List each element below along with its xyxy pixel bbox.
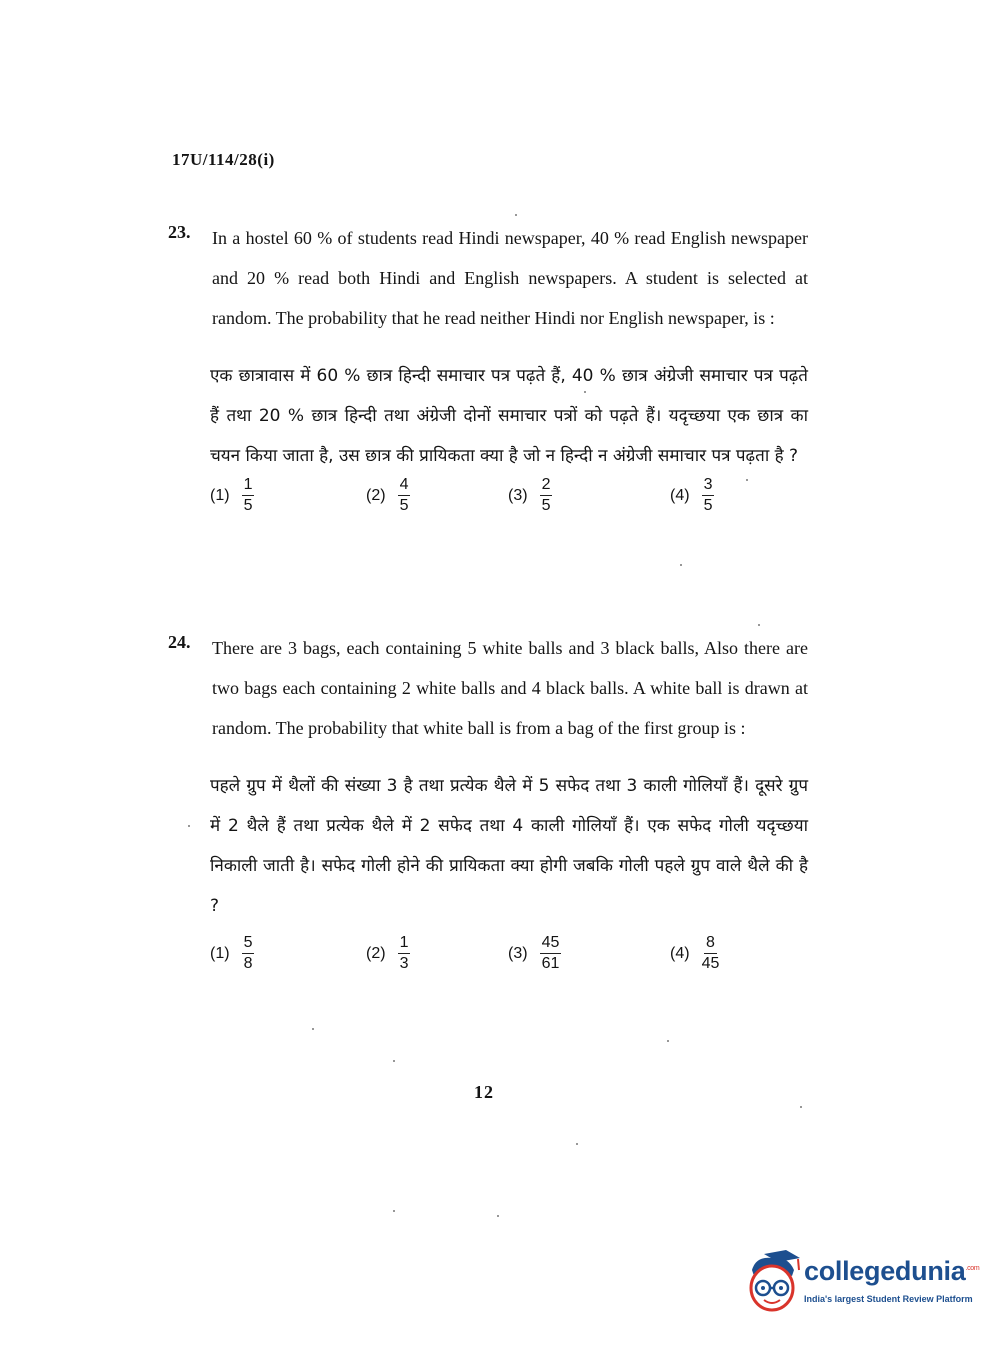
option-4 xyxy=(670,476,714,515)
logo-wordmark xyxy=(804,1256,979,1287)
question-24 xyxy=(168,628,808,984)
fraction-numerator: 45 xyxy=(540,934,562,954)
answer-options xyxy=(210,934,808,984)
option-1 xyxy=(210,934,254,973)
scan-speck xyxy=(393,1210,395,1212)
question-text-hindi: एक छात्रावास में 60 % छात्र हिन्दी समाचार पत्र पढ़ते हैं, 40 % छात्र अंग्रेजी समाचार पत्र पढ़ते हैं तथा 20 % छात्र हिन्दी तथा अंग्रेजी दोनों समाचार पत्रों को पढ़ते हैं। यदृच्छया एक छात्र का चयन किया जाता है, उस छात्र की प्रायिकता क्या है जो न हिन्दी न अंग्रेजी समाचार पत्र पढ़ता है ? xyxy=(210,366,808,466)
question-text-english: There are 3 bags, each containing 5 white balls and 3 black balls, Also there are two bags each containing 2 white balls and 4 black balls. A white ball is drawn at random. The probability that white ball is from a bag of the first group is : xyxy=(212,638,808,738)
option-fraction xyxy=(702,476,715,515)
option-3 xyxy=(508,934,561,973)
page-number: 12 xyxy=(474,1082,494,1102)
fraction-denominator: 61 xyxy=(541,955,560,972)
option-2 xyxy=(366,476,410,515)
option-label: (3) xyxy=(508,486,528,504)
fraction-denominator: 5 xyxy=(703,497,713,514)
logo-tagline: India's largest Student Review Platform xyxy=(804,1294,973,1304)
option-fraction xyxy=(398,934,411,973)
option-fraction xyxy=(242,934,255,973)
option-label: (1) xyxy=(210,944,230,962)
scan-speck xyxy=(497,1215,499,1217)
question-number: 23. xyxy=(168,222,191,242)
question-text-hindi: पहले ग्रुप में थैलों की संख्या 3 है तथा प्रत्येक थैले में 5 सफेद तथा 3 काली गोलियाँ हैं। दूसरे ग्रुप में 2 थैले हैं तथा प्रत्येक थैले में 2 सफेद तथा 4 काली गोलियाँ हैं। एक सफेद गोली यदृच्छया निकाली जाती है। सफेद गोली होने की प्रायिकता क्या होगी जबकि गोली पहले ग्रुप वाले थैले की है ? xyxy=(210,776,808,916)
scan-speck xyxy=(746,479,748,481)
fraction-numerator: 1 xyxy=(398,934,411,954)
scan-speck xyxy=(758,624,760,626)
option-label: (3) xyxy=(508,944,528,962)
fraction-denominator: 5 xyxy=(399,497,409,514)
fraction-numerator: 1 xyxy=(242,476,255,496)
question-number: 24. xyxy=(168,632,191,652)
scan-speck xyxy=(515,214,517,216)
scan-speck xyxy=(576,1143,578,1145)
option-1 xyxy=(210,476,254,515)
scan-speck xyxy=(393,1060,395,1062)
fraction-denominator: 8 xyxy=(243,955,253,972)
scan-speck xyxy=(680,564,682,566)
question-23 xyxy=(168,218,808,526)
fraction-numerator: 3 xyxy=(702,476,715,496)
fraction-denominator: 5 xyxy=(243,497,253,514)
answer-options xyxy=(210,476,808,526)
question-text-english: In a hostel 60 % of students read Hindi newspaper, 40 % read English newspaper and 20 % read both Hindi and English newspapers. A student is selected at random. The probability that he read neither Hindi nor English newspaper, is : xyxy=(212,228,808,328)
mascot-icon xyxy=(742,1250,802,1314)
option-label: (4) xyxy=(670,486,690,504)
option-fraction xyxy=(398,476,411,515)
scan-speck xyxy=(584,391,586,393)
paper-code: 17U/114/28(i) xyxy=(172,150,275,169)
option-label: (2) xyxy=(366,944,386,962)
option-fraction xyxy=(540,476,553,515)
option-label: (4) xyxy=(670,944,690,962)
scan-speck xyxy=(188,825,190,827)
fraction-numerator: 4 xyxy=(398,476,411,496)
option-label: (2) xyxy=(366,486,386,504)
scan-speck xyxy=(667,1040,669,1042)
fraction-numerator: 2 xyxy=(540,476,553,496)
scan-speck xyxy=(312,1028,314,1030)
collegedunia-logo xyxy=(742,1250,980,1314)
option-label: (1) xyxy=(210,486,230,504)
option-fraction xyxy=(702,934,720,973)
fraction-numerator: 5 xyxy=(242,934,255,954)
logo-suffix: .com xyxy=(965,1265,980,1272)
option-2 xyxy=(366,934,410,973)
fraction-denominator: 5 xyxy=(541,497,551,514)
option-3 xyxy=(508,476,552,515)
fraction-numerator: 8 xyxy=(704,934,717,954)
logo-name: collegedunia xyxy=(804,1256,966,1286)
scan-speck xyxy=(800,1106,802,1108)
option-4 xyxy=(670,934,719,973)
fraction-denominator: 45 xyxy=(701,955,720,972)
option-fraction xyxy=(540,934,562,973)
option-fraction xyxy=(242,476,255,515)
fraction-denominator: 3 xyxy=(399,955,409,972)
